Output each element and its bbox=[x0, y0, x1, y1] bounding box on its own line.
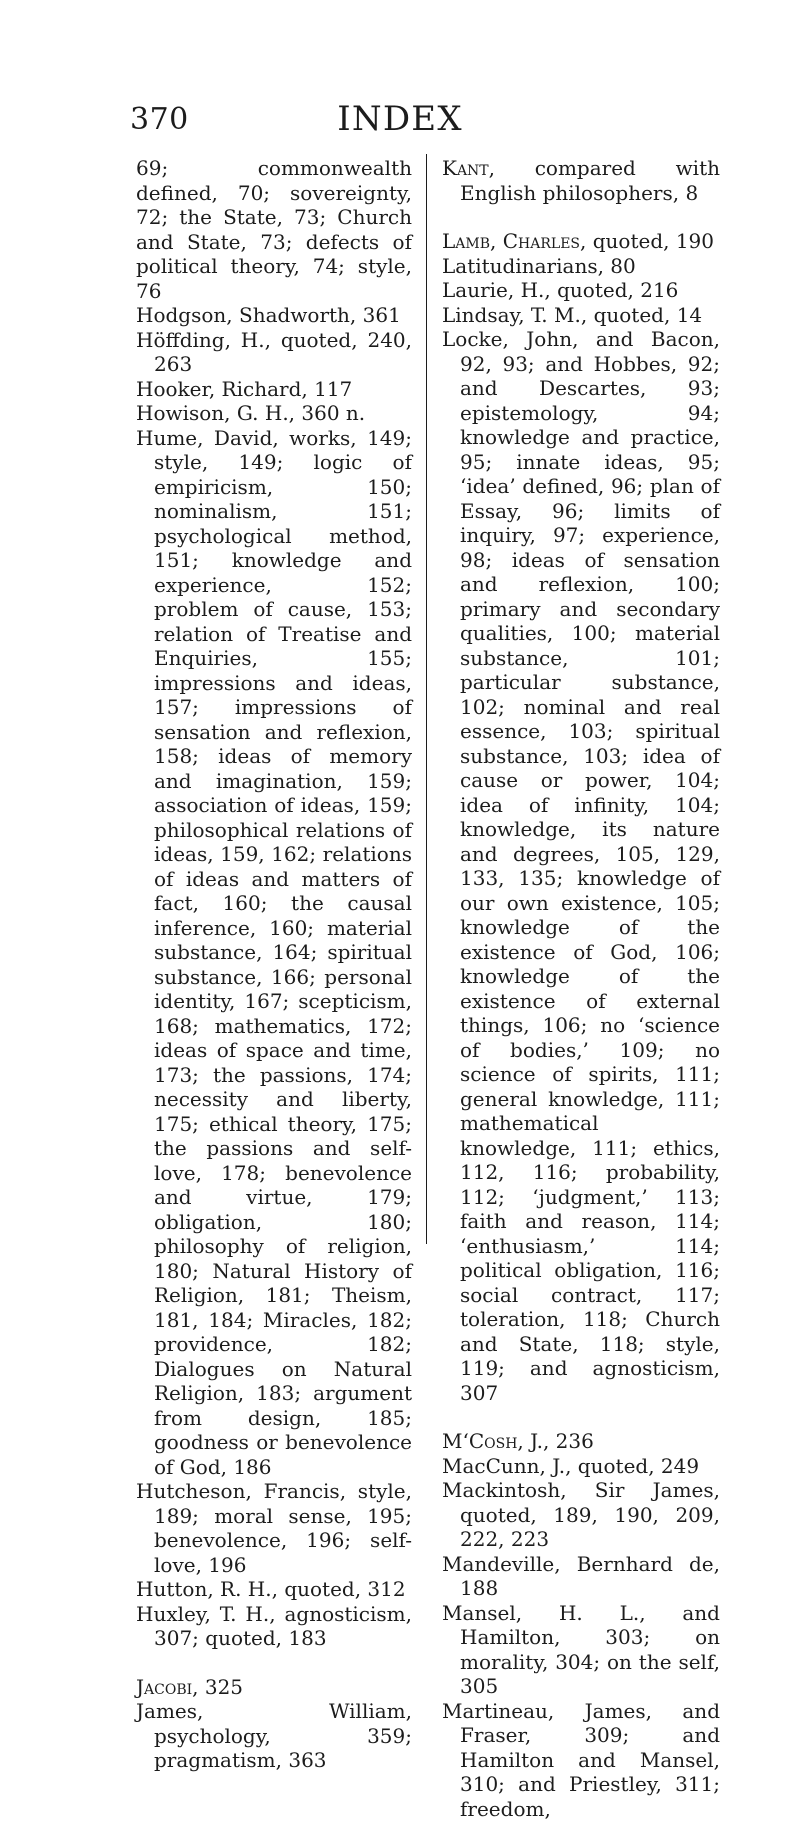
index-entry: Höffding, H., quoted, 240, 263 bbox=[136, 328, 412, 377]
index-entry: Latitudinarians, 80 bbox=[442, 254, 720, 279]
running-head: INDEX bbox=[0, 100, 800, 138]
index-entry: Kant, compared with English philosophers, 8 bbox=[442, 156, 720, 205]
index-entry: Hume, David, works, 149; style, 149; logic of empiricism, 150; nominalism, 151; psychological method, 151; knowledge and experience, 152; problem of cause, 153; relation of Treatise and Enquiries, 155; impressions and ideas, 157; impressions of sensation and reflexion, 158; ideas of memory and imagination, 159; association of ideas, 159; philosophical relations of ideas, 159, 162; relations of ideas and matters of fact, 160; the causal inference, 160; material substance, 164; spiritual substance, 166; personal identity, 167; scepticism, 168; mathematics, 172; ideas of space and time, 173; the passions, 174; necessity and liberty, 175; ethical theory, 175; the passions and self-love, 178; benevolence and virtue, 179; obligation, 180; philosophy of religion, 180; Natural History of Religion, 181; Theism, 181, 184; Miracles, 182; providence, 182; Dialogues on Natural Religion, 183; argument from design, 185; goodness or benevolence of God, 186 bbox=[136, 426, 412, 1480]
index-entry: Jacobi, 325 bbox=[136, 1675, 412, 1700]
index-entry: Locke, John, and Bacon, 92, 93; and Hobbes, 92; and Descartes, 93; epistemology, 94; knowledge and practice, 95; innate ideas, 95; ‘idea’ defined, 96; plan of Essay, 96; limits of inquiry, 97; experience, 98; ideas of sensation and reflexion, 100; primary and secondary qualities, 100; material substance, 101; particular substance, 102; nominal and real essence, 103; spiritual substance, 103; idea of cause or power, 104; idea of infinity, 104; knowledge, its nature and degrees, 105, 129, 133, 135; knowledge of our own existence, 105; knowledge of the existence of God, 106; knowledge of the existence of external things, 106; no ‘science of bodies,’ 109; no science of spirits, 111; general knowledge, 111; mathematical knowledge, 111; ethics, 112, 116; probability, 112; ‘judgment,’ 113; faith and reason, 114; ‘enthusiasm,’ 114; political obligation, 116; social contract, 117; toleration, 118; Church and State, 118; style, 119; and agnosticism, 307 bbox=[442, 327, 720, 1405]
index-entry: Hutton, R. H., quoted, 312 bbox=[136, 1577, 412, 1602]
index-entry: Laurie, H., quoted, 216 bbox=[442, 278, 720, 303]
entry-heading: M‘Cosh, J. bbox=[442, 1429, 543, 1453]
right-column bbox=[442, 156, 720, 1821]
index-entry: Howison, G. H., 360 n. bbox=[136, 401, 412, 426]
index-entry: M‘Cosh, J., 236 bbox=[442, 1429, 720, 1454]
index-entry: Hutcheson, Francis, style, 189; moral sense, 195; benevolence, 196; self-love, 196 bbox=[136, 1479, 412, 1577]
index-entry: Martineau, James, and Fraser, 309; and Hamilton and Mansel, 310; and Priestley, 311; freedom, bbox=[442, 1699, 720, 1821]
index-entry: Lamb, Charles, quoted, 190 bbox=[442, 229, 720, 254]
index-entry: Huxley, T. H., agnosticism, 307; quoted, 183 bbox=[136, 1602, 412, 1651]
index-entry: Mansel, H. L., and Hamilton, 303; on morality, 304; on the self, 305 bbox=[442, 1601, 720, 1699]
index-entry: James, William, psychology, 359; pragmatism, 363 bbox=[136, 1699, 412, 1773]
entry-heading: Jacobi bbox=[136, 1675, 192, 1699]
index-entry: MacCunn, J., quoted, 249 bbox=[442, 1454, 720, 1479]
entry-heading: Lamb, Charles bbox=[442, 229, 580, 253]
index-entry: Mackintosh, Sir James, quoted, 189, 190, 209, 222, 223 bbox=[442, 1478, 720, 1552]
index-entry: 69; commonwealth defined, 70; sovereignty, 72; the State, 73; Church and State, 73; defects of political theory, 74; style, 76 bbox=[136, 156, 412, 303]
index-entry: Lindsay, T. M., quoted, 14 bbox=[442, 303, 720, 328]
column-divider bbox=[426, 154, 427, 1244]
index-entry: Hooker, Richard, 117 bbox=[136, 377, 412, 402]
index-entry: Hodgson, Shadworth, 361 bbox=[136, 303, 412, 328]
index-entry: Mandeville, Bernhard de, 188 bbox=[442, 1552, 720, 1601]
entry-heading: Kant bbox=[442, 156, 489, 180]
left-column bbox=[136, 156, 412, 1773]
page-number: 370 bbox=[130, 102, 189, 138]
